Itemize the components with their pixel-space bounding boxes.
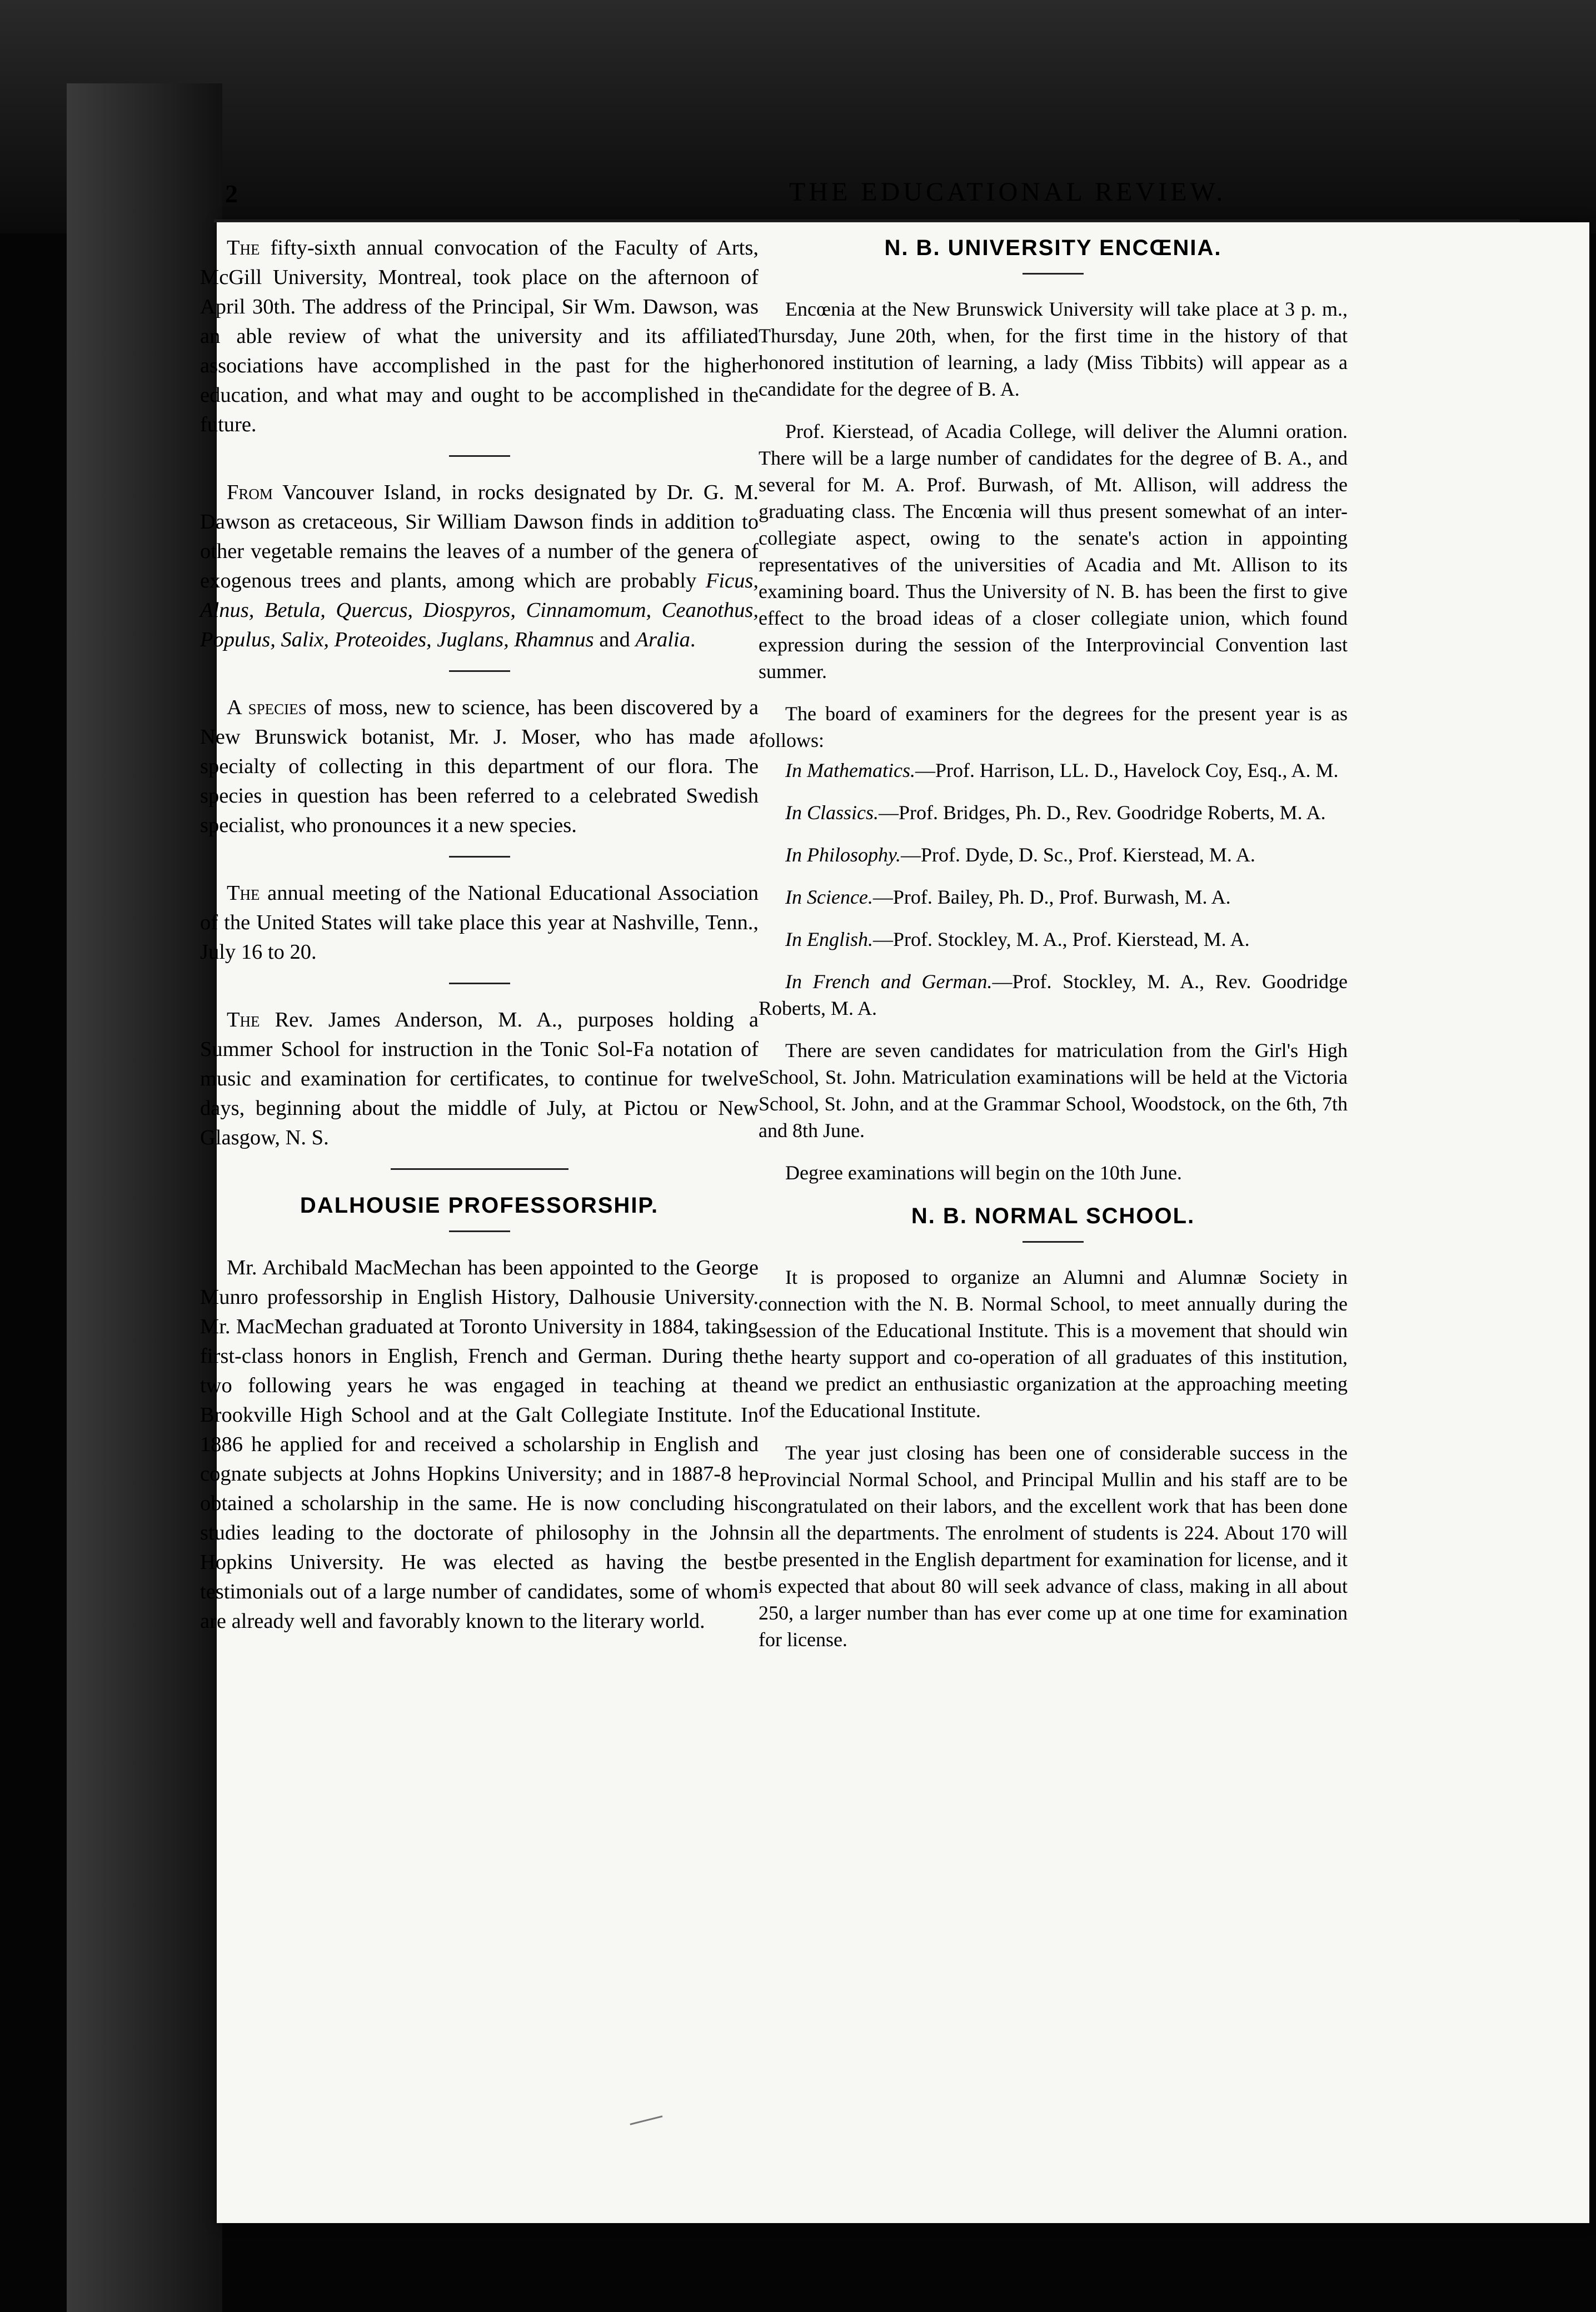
section-rule <box>391 1168 568 1170</box>
microfilm-border-left <box>67 83 222 2312</box>
lead-word: From <box>227 481 273 504</box>
article-body: of moss, new to science, has been discovered by a New Brunswick botanist, Mr. J. Moser, who has made a specialty of collecting in this department of our flora. The species in question has been referred to a celebrated Swedish specialist, who pronounces it a new species. <box>200 696 759 837</box>
article-body: Vancouver Island, in rocks designated by Dr. G. M. Dawson as cretaceous, Sir William Dawson finds in addition to other vegetable remains the leaves of a number of the genera of exogenous trees and plants, among which are probably <box>200 481 759 592</box>
article-body: annual meeting of the National Educational Association of the United States will take place this year at Nashville, Tenn., July 16 to 20. <box>200 881 759 964</box>
lead-word: The <box>227 881 260 905</box>
article-alumni-society: It is proposed to organize an Alumni and Alumnæ Society in connection with the N. B. Normal School, to meet annually during the session of the Educational Institute. This is a movement that should win the hearty support and co-operation of all graduates of this institution, and we predict an enthusiastic organization at the approaching meeting of the Educational Institute. <box>759 1266 1348 1422</box>
separator-rule <box>1023 273 1084 275</box>
genus-aralia: Aralia <box>635 628 690 651</box>
heading-dalhousie: DALHOUSIE PROFESSORSHIP. <box>300 1193 659 1218</box>
examiner-names: —Prof. Stockley, M. A., Rev. Goodridge Roberts, M. A. <box>759 970 1348 1019</box>
article-body: fifty-sixth annual convocation of the Faculty of Arts, McGill University, Montreal, took place on the afternoon of April 30th. The address of the Principal, Sir Wm. Dawson, was an able review of what the university and its affiliated associations have accomplished in the past for the higher education, and what may and ought to be accomplished in the future. <box>200 236 759 436</box>
page-number: 2 <box>225 180 238 208</box>
examiner-names: —Prof. Dyde, D. Sc., Prof. Kierstead, M. A. <box>900 844 1255 866</box>
article-mcgill-convocation <box>200 233 759 440</box>
lead-word: The <box>227 236 260 260</box>
examiner-subject: In Classics. <box>785 801 879 824</box>
article-encoenia-para: Prof. Kierstead, of Acadia College, will deliver the Alumni oration. There will be a large number of candidates for the degree of B. A., and several for M. A. Prof. Burwash, of Mt. Allison, will address the graduating class. The Encœnia will thus present somewhat of an inter-collegiate aspect, owing to the senate's action in appointing representatives of the universities of Acadia and Mt. Allison to its examining board. Thus the University of N. B. has been the first to give effect to the broad ideas of a closer collegiate union, which found expression during the session of the Interprovincial Convention last summer. <box>759 420 1348 682</box>
examiner-entry <box>759 968 1348 1022</box>
separator-rule <box>449 670 510 672</box>
examiners-list <box>759 757 1348 1022</box>
examiner-subject: In Philosophy. <box>785 844 901 866</box>
separator-rule <box>449 455 510 457</box>
running-head: THE EDUCATIONAL REVIEW. <box>789 177 1226 207</box>
right-column <box>759 233 1348 1668</box>
examiner-entry <box>759 799 1348 826</box>
examiner-names: —Prof. Stockley, M. A., Prof. Kierstead, M. A. <box>873 928 1250 950</box>
article-summer-school <box>200 1005 759 1153</box>
article-new-moss <box>200 693 759 840</box>
article-vancouver-fossils <box>200 478 759 655</box>
header-rule <box>214 220 1520 222</box>
examiner-names: —Prof. Harrison, LL. D., Havelock Coy, Esq., A. M. <box>915 759 1339 781</box>
examiner-subject: In Mathematics. <box>785 759 915 781</box>
lead-word: A species <box>227 696 307 719</box>
article-encoenia-para: Encœnia at the New Brunswick University will take place at 3 p. m., Thursday, June 20th, when, for the first time in the history of that honored institution of learning, a lady (Miss Tibbits) will appear as a candidate for the degree of B. A. <box>759 298 1348 400</box>
examiner-subject: In English. <box>785 928 873 950</box>
examiner-subject: In Science. <box>785 886 873 908</box>
separator-rule <box>1023 1241 1084 1243</box>
genera-list: Ficus, Alnus, Betula, Quercus, Diospyros, Cinnamomum, Ceanothus, Populus, Salix, Proteoides, Juglans, Rhamnus <box>200 569 759 651</box>
period: . <box>690 628 696 651</box>
examiner-names: —Prof. Bridges, Ph. D., Rev. Goodridge Roberts, M. A. <box>879 801 1326 824</box>
examiner-subject: In French and German. <box>785 970 992 993</box>
article-normal-school-year: The year just closing has been one of considerable success in the Provincial Normal School, and Principal Mullin and his staff are to be congratulated on their labors, and the excellent work that has been done in all the departments. The enrolment of students is 224. About 170 will be presented in the English department for examination for license, and it is expected that about 80 will seek advance of class, making in all about 250, a larger number than has ever come up at one time for examination for license. <box>759 1442 1348 1651</box>
article-degree-exams: Degree examinations will begin on the 10th June. <box>785 1162 1182 1184</box>
examiner-entry <box>759 757 1348 784</box>
article-dalhousie-professorship: Mr. Archibald MacMechan has been appointed to the George Munro professorship in English History, Dalhousie University. Mr. MacMechan graduated at Toronto University in 1884, taking first-class honors in English, French and German. During the two following years he was engaged in teaching at the Brookville High School and at the Galt Collegiate Institute. In 1886 he applied for and received a scholarship in English and cognate subjects at Johns Hopkins University; and in 1887-8 he obtained a scholarship in the same. He is now concluding his studies leading to the doctorate of philosophy in the Johns Hopkins University. He was elected as having the best testimonials out of a large number of candidates, some of whom are already well and favorably known to the literary world. <box>200 1256 759 1633</box>
heading-encoenia: N. B. UNIVERSITY ENCŒNIA. <box>884 236 1222 260</box>
examiner-entry <box>759 841 1348 868</box>
article-nea-meeting <box>200 879 759 967</box>
examiner-entry <box>759 884 1348 910</box>
left-column <box>200 233 759 1652</box>
conjunction: and <box>593 628 636 651</box>
article-matriculation: There are seven candidates for matriculation from the Girl's High School, St. John. Matriculation examinations will be held at the Victoria School, St. John, and at the Grammar School, Woodstock, on the 6th, 7th and 8th June. <box>759 1039 1348 1142</box>
lead-word: The <box>227 1008 260 1032</box>
examiner-names: —Prof. Bailey, Ph. D., Prof. Burwash, M. A. <box>872 886 1231 908</box>
examiners-intro: The board of examiners for the degrees for the present year is as follows: <box>759 702 1348 751</box>
heading-normal-school: N. B. NORMAL SCHOOL. <box>911 1204 1195 1228</box>
article-body: Rev. James Anderson, M. A., purposes holding a Summer School for instruction in the Tonic Sol-Fa notation of music and examination for certificates, to continue for twelve days, beginning about the middle of July, at Pictou or New Glasgow, N. S. <box>200 1008 759 1149</box>
separator-rule <box>449 856 510 858</box>
examiner-entry <box>759 926 1348 953</box>
separator-rule <box>449 983 510 984</box>
separator-rule <box>449 1230 510 1232</box>
